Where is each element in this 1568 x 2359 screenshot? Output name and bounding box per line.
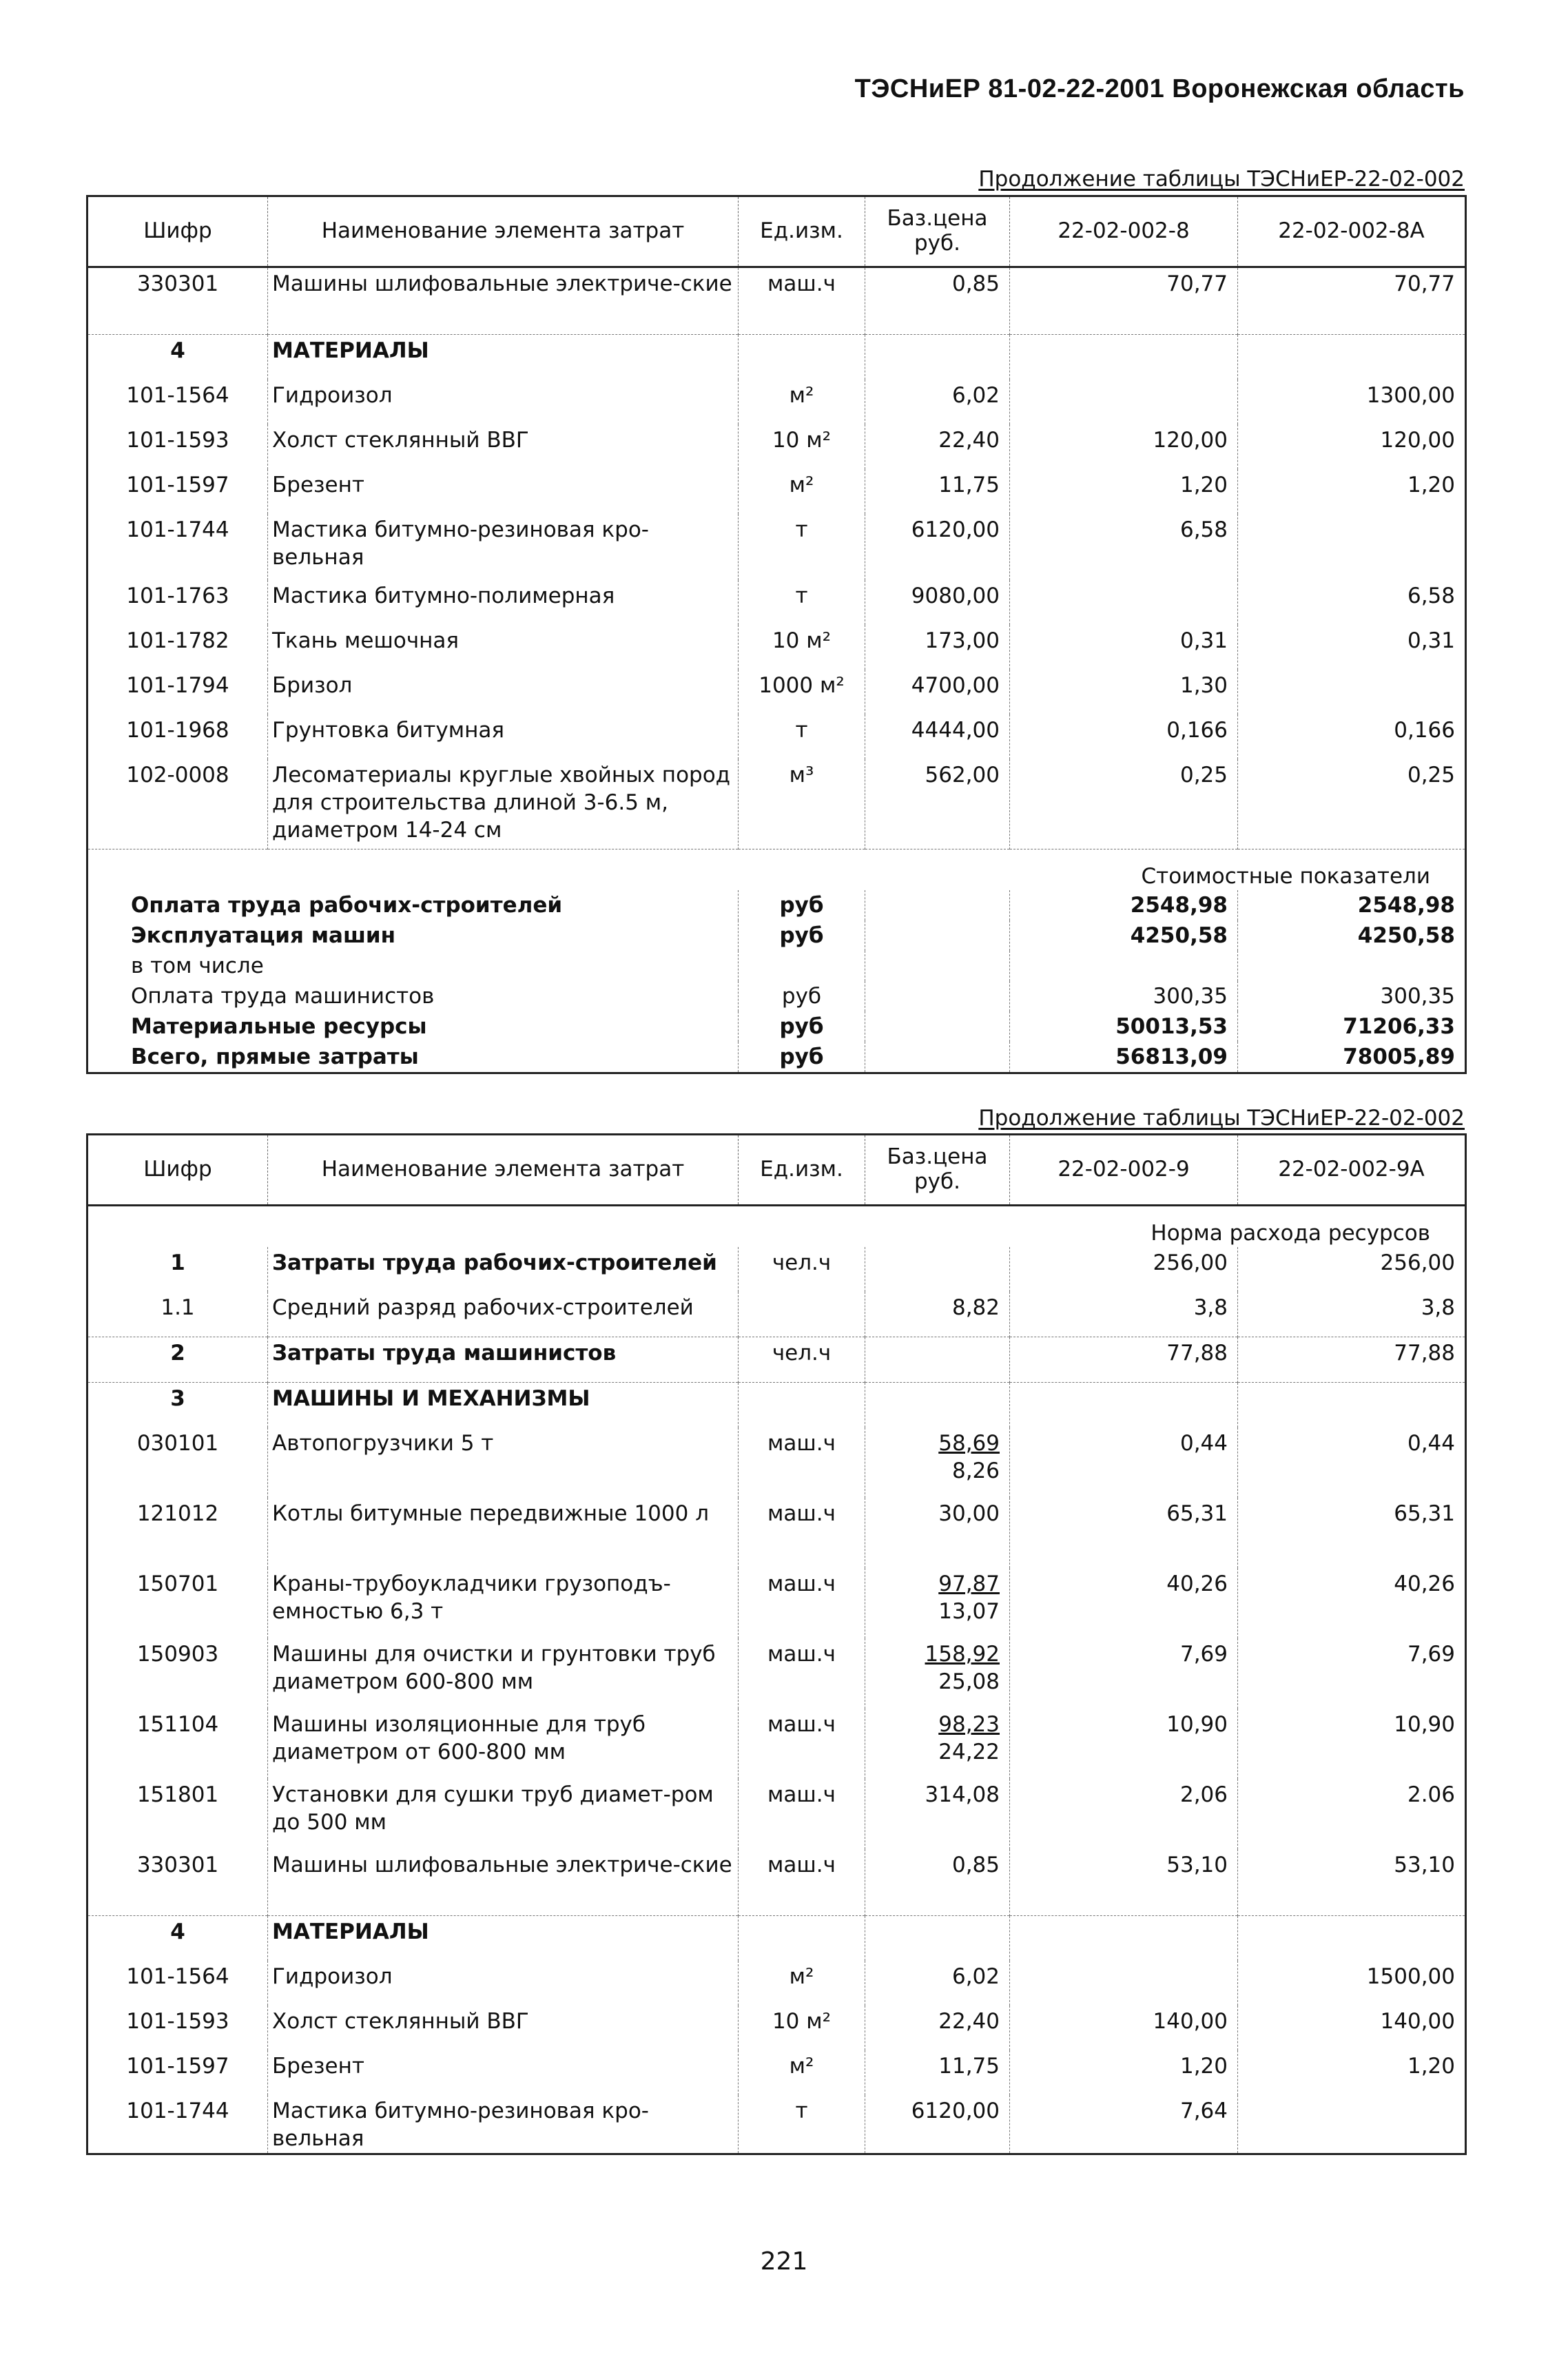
cell-b: 65,31 bbox=[1238, 1498, 1466, 1568]
cell-unit: м² bbox=[739, 2050, 865, 2095]
summary-label: Всего, прямые затраты bbox=[131, 1044, 419, 1069]
cell-name: Холст стеклянный ВВГ bbox=[268, 424, 739, 469]
cell-price bbox=[865, 1638, 1010, 1709]
cell-price: 6,02 bbox=[865, 380, 1010, 424]
cell-code: 101-1593 bbox=[126, 428, 229, 453]
cell-unit: 1000 м² bbox=[739, 670, 865, 714]
cell-b: 70,77 bbox=[1238, 267, 1466, 335]
cell-name: Бризол bbox=[268, 670, 739, 714]
cell-code: 4 bbox=[87, 1915, 268, 1961]
cell-price bbox=[865, 1915, 1010, 1961]
cell-price: 6120,00 bbox=[865, 514, 1010, 580]
table-row bbox=[87, 380, 1466, 424]
continuation-caption: Продолжение таблицы ТЭСНиЕР-22-02-002 bbox=[978, 1106, 1465, 1131]
summary-a: 2548,98 bbox=[1010, 890, 1238, 920]
cell-code: 121012 bbox=[136, 1501, 219, 1526]
summary-label: Эксплуатация машин bbox=[131, 923, 396, 948]
section-row bbox=[87, 1247, 1466, 1292]
column-header-a: 22-02-002-8 bbox=[1010, 196, 1238, 267]
cell-price: 22,40 bbox=[865, 424, 1010, 469]
cell-b: 0,44 bbox=[1238, 1428, 1466, 1498]
cell-price: 9080,00 bbox=[865, 580, 1010, 625]
cell-unit bbox=[739, 1292, 865, 1337]
cell-b bbox=[1238, 2095, 1466, 2154]
cell-b: 1,20 bbox=[1238, 2050, 1466, 2095]
cell-a: 6,58 bbox=[1010, 514, 1238, 580]
cell-code: 101-1597 bbox=[126, 473, 229, 497]
cell-b: 120,00 bbox=[1238, 424, 1466, 469]
column-header-name: Наименование элемента затрат bbox=[268, 1135, 739, 1206]
cell-price: 173,00 bbox=[865, 625, 1010, 670]
summary-label: Оплата труда машинистов bbox=[131, 983, 435, 1009]
summary-label: Материальные ресурсы bbox=[131, 1013, 427, 1039]
table-row bbox=[87, 1638, 1466, 1709]
cell-code: 101-1564 bbox=[126, 1964, 229, 1989]
summary-row bbox=[87, 981, 1466, 1011]
cell-unit bbox=[739, 335, 865, 380]
price-main: 98,23 bbox=[938, 1712, 1000, 1737]
cell-a bbox=[1010, 1915, 1238, 1961]
summary-empty bbox=[865, 890, 1010, 920]
cell-name: Лесоматериалы круглые хвойных пород для строительства длиной 3-6.5 м, диаметром 14-24 см bbox=[268, 759, 739, 849]
cell-a: 256,00 bbox=[1010, 1247, 1238, 1292]
cell-unit: маш.ч bbox=[739, 267, 865, 335]
section-row bbox=[87, 1337, 1466, 1383]
cell-b bbox=[1238, 514, 1466, 580]
column-header-code: Шифр bbox=[87, 196, 268, 267]
column-header-b: 22-02-002-8А bbox=[1238, 196, 1466, 267]
cell-unit: м³ bbox=[739, 759, 865, 849]
cell-unit: маш.ч bbox=[739, 1779, 865, 1849]
table-row bbox=[87, 2095, 1466, 2154]
summary-row bbox=[87, 890, 1466, 920]
cell-code: 101-1593 bbox=[126, 2008, 229, 2034]
summary-row bbox=[87, 951, 1466, 981]
cell-name: Затраты труда рабочих-строителей bbox=[268, 1247, 739, 1292]
cell-price: 22,40 bbox=[865, 2006, 1010, 2050]
summary-empty bbox=[865, 920, 1010, 951]
summary-a: 56813,09 bbox=[1010, 1042, 1238, 1073]
cell-unit bbox=[739, 1383, 865, 1428]
cell-a: 1,20 bbox=[1010, 469, 1238, 514]
banner-resource-norms: Норма расхода ресурсов bbox=[1151, 1221, 1430, 1246]
cell-a: 10,90 bbox=[1010, 1709, 1238, 1779]
cell-code: 150903 bbox=[136, 1642, 219, 1667]
cell-code: 101-1794 bbox=[126, 673, 229, 698]
cell-price: 0,85 bbox=[865, 1849, 1010, 1915]
cell-code: 101-1597 bbox=[126, 2053, 229, 2079]
table-row bbox=[87, 424, 1466, 469]
cell-price bbox=[865, 1383, 1010, 1428]
section-banner bbox=[87, 849, 1466, 890]
cell-code: 102-0008 bbox=[126, 763, 229, 787]
cell-name: Гидроизол bbox=[268, 1961, 739, 2006]
cell-a: 0,25 bbox=[1010, 759, 1238, 849]
table-row bbox=[87, 2006, 1466, 2050]
summary-b: 71206,33 bbox=[1238, 1011, 1466, 1042]
summary-unit: руб bbox=[739, 1042, 865, 1073]
cell-price bbox=[865, 1709, 1010, 1779]
table-row bbox=[87, 714, 1466, 759]
cell-a: 40,26 bbox=[1010, 1568, 1238, 1638]
cell-code: 101-1564 bbox=[126, 383, 229, 408]
cell-unit: т bbox=[739, 2095, 865, 2154]
cell-name: Машины шлифовальные электриче-ские bbox=[268, 267, 739, 335]
cell-b: 1300,00 bbox=[1238, 380, 1466, 424]
cell-a bbox=[1010, 1383, 1238, 1428]
cell-code: 030101 bbox=[136, 1431, 219, 1456]
table-row bbox=[87, 1498, 1466, 1568]
cell-b: 1,20 bbox=[1238, 469, 1466, 514]
continuation-caption: Продолжение таблицы ТЭСНиЕР-22-02-002 bbox=[978, 167, 1465, 192]
cell-a: 70,77 bbox=[1010, 267, 1238, 335]
cell-name: МАТЕРИАЛЫ bbox=[268, 335, 739, 380]
cell-name: Машины для очистки и грунтовки труб диаметром 600-800 мм bbox=[268, 1638, 739, 1709]
cell-name: Брезент bbox=[268, 2050, 739, 2095]
summary-row bbox=[87, 1042, 1466, 1073]
summary-unit: руб bbox=[739, 920, 865, 951]
price-main: 158,92 bbox=[925, 1642, 1000, 1667]
cell-a: 0,31 bbox=[1010, 625, 1238, 670]
page-number: 221 bbox=[760, 2247, 808, 2276]
cell-code: 150701 bbox=[136, 1572, 219, 1596]
cell-a: 140,00 bbox=[1010, 2006, 1238, 2050]
cell-b: 3,8 bbox=[1238, 1292, 1466, 1337]
cell-price: 6120,00 bbox=[865, 2095, 1010, 2154]
cell-name: Ткань мешочная bbox=[268, 625, 739, 670]
cell-price: 562,00 bbox=[865, 759, 1010, 849]
cell-name: Мастика битумно-резиновая кро-вельная bbox=[268, 2095, 739, 2154]
banner-cost-indicators: Стоимостные показатели bbox=[87, 849, 1466, 890]
cell-unit: маш.ч bbox=[739, 1428, 865, 1498]
summary-b bbox=[1238, 951, 1466, 981]
summary-a: 4250,58 bbox=[1010, 920, 1238, 951]
cell-code: 330301 bbox=[136, 271, 219, 296]
table-row bbox=[87, 759, 1466, 849]
price-main: 58,69 bbox=[938, 1431, 1000, 1456]
cell-name: Мастика битумно-полимерная bbox=[268, 580, 739, 625]
cell-price: 8,82 bbox=[865, 1292, 1010, 1337]
cell-name: Холст стеклянный ВВГ bbox=[268, 2006, 739, 2050]
cell-b: 10,90 bbox=[1238, 1709, 1466, 1779]
cell-a bbox=[1010, 380, 1238, 424]
price-machinist: 24,22 bbox=[938, 1740, 1000, 1764]
cell-price bbox=[865, 1247, 1010, 1292]
cell-code: 330301 bbox=[136, 1853, 219, 1877]
cell-unit: маш.ч bbox=[739, 1709, 865, 1779]
summary-b: 4250,58 bbox=[1238, 920, 1466, 951]
cell-price: 0,85 bbox=[865, 267, 1010, 335]
summary-unit: руб bbox=[739, 890, 865, 920]
cell-name: Средний разряд рабочих-строителей bbox=[268, 1292, 739, 1337]
cell-b bbox=[1238, 1915, 1466, 1961]
cell-a: 7,64 bbox=[1010, 2095, 1238, 2154]
column-header-name: Наименование элемента затрат bbox=[268, 196, 739, 267]
column-header-price: Баз.цена руб. bbox=[865, 1135, 1010, 1206]
table-row bbox=[87, 2050, 1466, 2095]
cell-b bbox=[1238, 1383, 1466, 1428]
cell-b: 1500,00 bbox=[1238, 1961, 1466, 2006]
cell-a bbox=[1010, 335, 1238, 380]
cell-a: 65,31 bbox=[1010, 1498, 1238, 1568]
table-header-row bbox=[87, 1135, 1466, 1206]
cell-name: МАШИНЫ И МЕХАНИЗМЫ bbox=[268, 1383, 739, 1428]
cell-code: 101-1782 bbox=[126, 628, 229, 653]
summary-unit: руб bbox=[739, 981, 865, 1011]
cell-b: 0,166 bbox=[1238, 714, 1466, 759]
cell-name: Автопогрузчики 5 т bbox=[268, 1428, 739, 1498]
cell-unit: маш.ч bbox=[739, 1568, 865, 1638]
cell-code: 3 bbox=[87, 1383, 268, 1428]
cell-b: 0,31 bbox=[1238, 625, 1466, 670]
column-header-unit: Ед.изм. bbox=[739, 1135, 865, 1206]
price-machinist: 8,26 bbox=[951, 1459, 1000, 1483]
cell-price bbox=[865, 335, 1010, 380]
cell-unit: 10 м² bbox=[739, 625, 865, 670]
cell-a: 1,30 bbox=[1010, 670, 1238, 714]
summary-b: 78005,89 bbox=[1238, 1042, 1466, 1073]
cell-name: Мастика битумно-резиновая кро-вельная bbox=[268, 514, 739, 580]
cell-name: Машины шлифовальные электриче-ские bbox=[268, 1849, 739, 1915]
summary-unit bbox=[739, 951, 865, 981]
summary-empty bbox=[865, 981, 1010, 1011]
cell-b bbox=[1238, 670, 1466, 714]
cell-a: 7,69 bbox=[1010, 1638, 1238, 1709]
summary-row bbox=[87, 1011, 1466, 1042]
cell-price: 11,75 bbox=[865, 469, 1010, 514]
cell-price: 30,00 bbox=[865, 1498, 1010, 1568]
price-machinist: 25,08 bbox=[938, 1669, 1000, 1694]
cell-b: 256,00 bbox=[1238, 1247, 1466, 1292]
cell-name: Гидроизол bbox=[268, 380, 739, 424]
summary-label: Оплата труда рабочих-строителей bbox=[131, 892, 563, 918]
cell-unit: маш.ч bbox=[739, 1638, 865, 1709]
cell-b: 6,58 bbox=[1238, 580, 1466, 625]
cell-unit: 10 м² bbox=[739, 424, 865, 469]
cell-code: 101-1763 bbox=[126, 584, 229, 608]
cell-unit: т bbox=[739, 714, 865, 759]
table-header-row bbox=[87, 196, 1466, 267]
table-row bbox=[87, 1292, 1466, 1337]
cell-b: 53,10 bbox=[1238, 1849, 1466, 1915]
cell-code: 151801 bbox=[136, 1782, 219, 1807]
cell-unit bbox=[739, 1915, 865, 1961]
table-row bbox=[87, 580, 1466, 625]
cell-a bbox=[1010, 1961, 1238, 2006]
cell-name: Грунтовка битумная bbox=[268, 714, 739, 759]
cell-a: 120,00 bbox=[1010, 424, 1238, 469]
price-main: 97,87 bbox=[938, 1572, 1000, 1596]
cell-b bbox=[1238, 335, 1466, 380]
cell-unit: чел.ч bbox=[739, 1247, 865, 1292]
cell-code: 101-1968 bbox=[126, 718, 229, 743]
column-header-a: 22-02-002-9 bbox=[1010, 1135, 1238, 1206]
table-row bbox=[87, 1428, 1466, 1498]
cell-a: 0,44 bbox=[1010, 1428, 1238, 1498]
cell-name: Брезент bbox=[268, 469, 739, 514]
cell-a: 0,166 bbox=[1010, 714, 1238, 759]
cell-name: Установки для сушки труб диамет-ром до 500 мм bbox=[268, 1779, 739, 1849]
table-row bbox=[87, 1568, 1466, 1638]
table-row bbox=[87, 267, 1466, 335]
column-header-b: 22-02-002-9А bbox=[1238, 1135, 1466, 1206]
cell-price bbox=[865, 1337, 1010, 1383]
cell-price bbox=[865, 1568, 1010, 1638]
section-row bbox=[87, 1915, 1466, 1961]
summary-a: 50013,53 bbox=[1010, 1011, 1238, 1042]
section-banner bbox=[87, 1206, 1466, 1248]
cell-unit: 10 м² bbox=[739, 2006, 865, 2050]
table-row bbox=[87, 670, 1466, 714]
table-row bbox=[87, 1961, 1466, 2006]
summary-unit: руб bbox=[739, 1011, 865, 1042]
table-row bbox=[87, 469, 1466, 514]
cell-price: 11,75 bbox=[865, 2050, 1010, 2095]
summary-empty bbox=[865, 951, 1010, 981]
cell-name: МАТЕРИАЛЫ bbox=[268, 1915, 739, 1961]
cell-a: 2,06 bbox=[1010, 1779, 1238, 1849]
cell-name: Машины изоляционные для труб диаметром от 600-800 мм bbox=[268, 1709, 739, 1779]
table-row bbox=[87, 1709, 1466, 1779]
table-row bbox=[87, 514, 1466, 580]
cell-b: 0,25 bbox=[1238, 759, 1466, 849]
price-machinist: 13,07 bbox=[938, 1599, 1000, 1624]
column-header-code: Шифр bbox=[87, 1135, 268, 1206]
summary-a bbox=[1010, 951, 1238, 981]
cell-price: 4700,00 bbox=[865, 670, 1010, 714]
cell-unit: т bbox=[739, 580, 865, 625]
cell-code: 151104 bbox=[136, 1712, 219, 1737]
cell-name: Затраты труда машинистов bbox=[268, 1337, 739, 1383]
cell-price: 6,02 bbox=[865, 1961, 1010, 2006]
cell-price: 4444,00 bbox=[865, 714, 1010, 759]
summary-b: 300,35 bbox=[1238, 981, 1466, 1011]
summary-empty bbox=[865, 1042, 1010, 1073]
column-header-unit: Ед.изм. bbox=[739, 196, 865, 267]
cell-a: 53,10 bbox=[1010, 1849, 1238, 1915]
cell-code: 4 bbox=[87, 335, 268, 380]
summary-b: 2548,98 bbox=[1238, 890, 1466, 920]
summary-label: в том числе bbox=[131, 953, 264, 978]
table-row bbox=[87, 625, 1466, 670]
cell-code: 2 bbox=[87, 1337, 268, 1383]
section-row bbox=[87, 1383, 1466, 1428]
cell-unit: м² bbox=[739, 469, 865, 514]
cell-code: 101-1744 bbox=[126, 2098, 229, 2123]
cell-unit: маш.ч bbox=[739, 1849, 865, 1915]
cell-unit: м² bbox=[739, 380, 865, 424]
cell-a: 3,8 bbox=[1010, 1292, 1238, 1337]
cell-code: 1 bbox=[170, 1250, 185, 1275]
cell-a bbox=[1010, 580, 1238, 625]
cell-name: Краны-трубоукладчики грузоподъ-емностью 6,3 т bbox=[268, 1568, 739, 1638]
resource-table-2 bbox=[86, 1133, 1467, 2155]
cell-a: 1,20 bbox=[1010, 2050, 1238, 2095]
summary-empty bbox=[865, 1011, 1010, 1042]
cell-b: 2.06 bbox=[1238, 1779, 1466, 1849]
summary-row bbox=[87, 920, 1466, 951]
cell-b: 77,88 bbox=[1238, 1337, 1466, 1383]
section-row bbox=[87, 335, 1466, 380]
cell-unit: м² bbox=[739, 1961, 865, 2006]
column-header-price: Баз.цена руб. bbox=[865, 196, 1010, 267]
cell-price bbox=[865, 1428, 1010, 1498]
cell-b: 40,26 bbox=[1238, 1568, 1466, 1638]
resource-table-1 bbox=[86, 195, 1467, 1074]
cell-a: 77,88 bbox=[1010, 1337, 1238, 1383]
table-row bbox=[87, 1849, 1466, 1915]
cell-unit: чел.ч bbox=[739, 1337, 865, 1383]
cell-unit: маш.ч bbox=[739, 1498, 865, 1568]
cell-b: 140,00 bbox=[1238, 2006, 1466, 2050]
cell-unit: т bbox=[739, 514, 865, 580]
table-row bbox=[87, 1779, 1466, 1849]
cell-code: 101-1744 bbox=[126, 517, 229, 542]
page-title: ТЭСНиЕР 81-02-22-2001 Воронежская область bbox=[854, 74, 1465, 103]
summary-a: 300,35 bbox=[1010, 981, 1238, 1011]
cell-b: 7,69 bbox=[1238, 1638, 1466, 1709]
cell-price: 314,08 bbox=[865, 1779, 1010, 1849]
cell-code: 1.1 bbox=[161, 1295, 195, 1320]
cell-name: Котлы битумные передвижные 1000 л bbox=[268, 1498, 739, 1568]
